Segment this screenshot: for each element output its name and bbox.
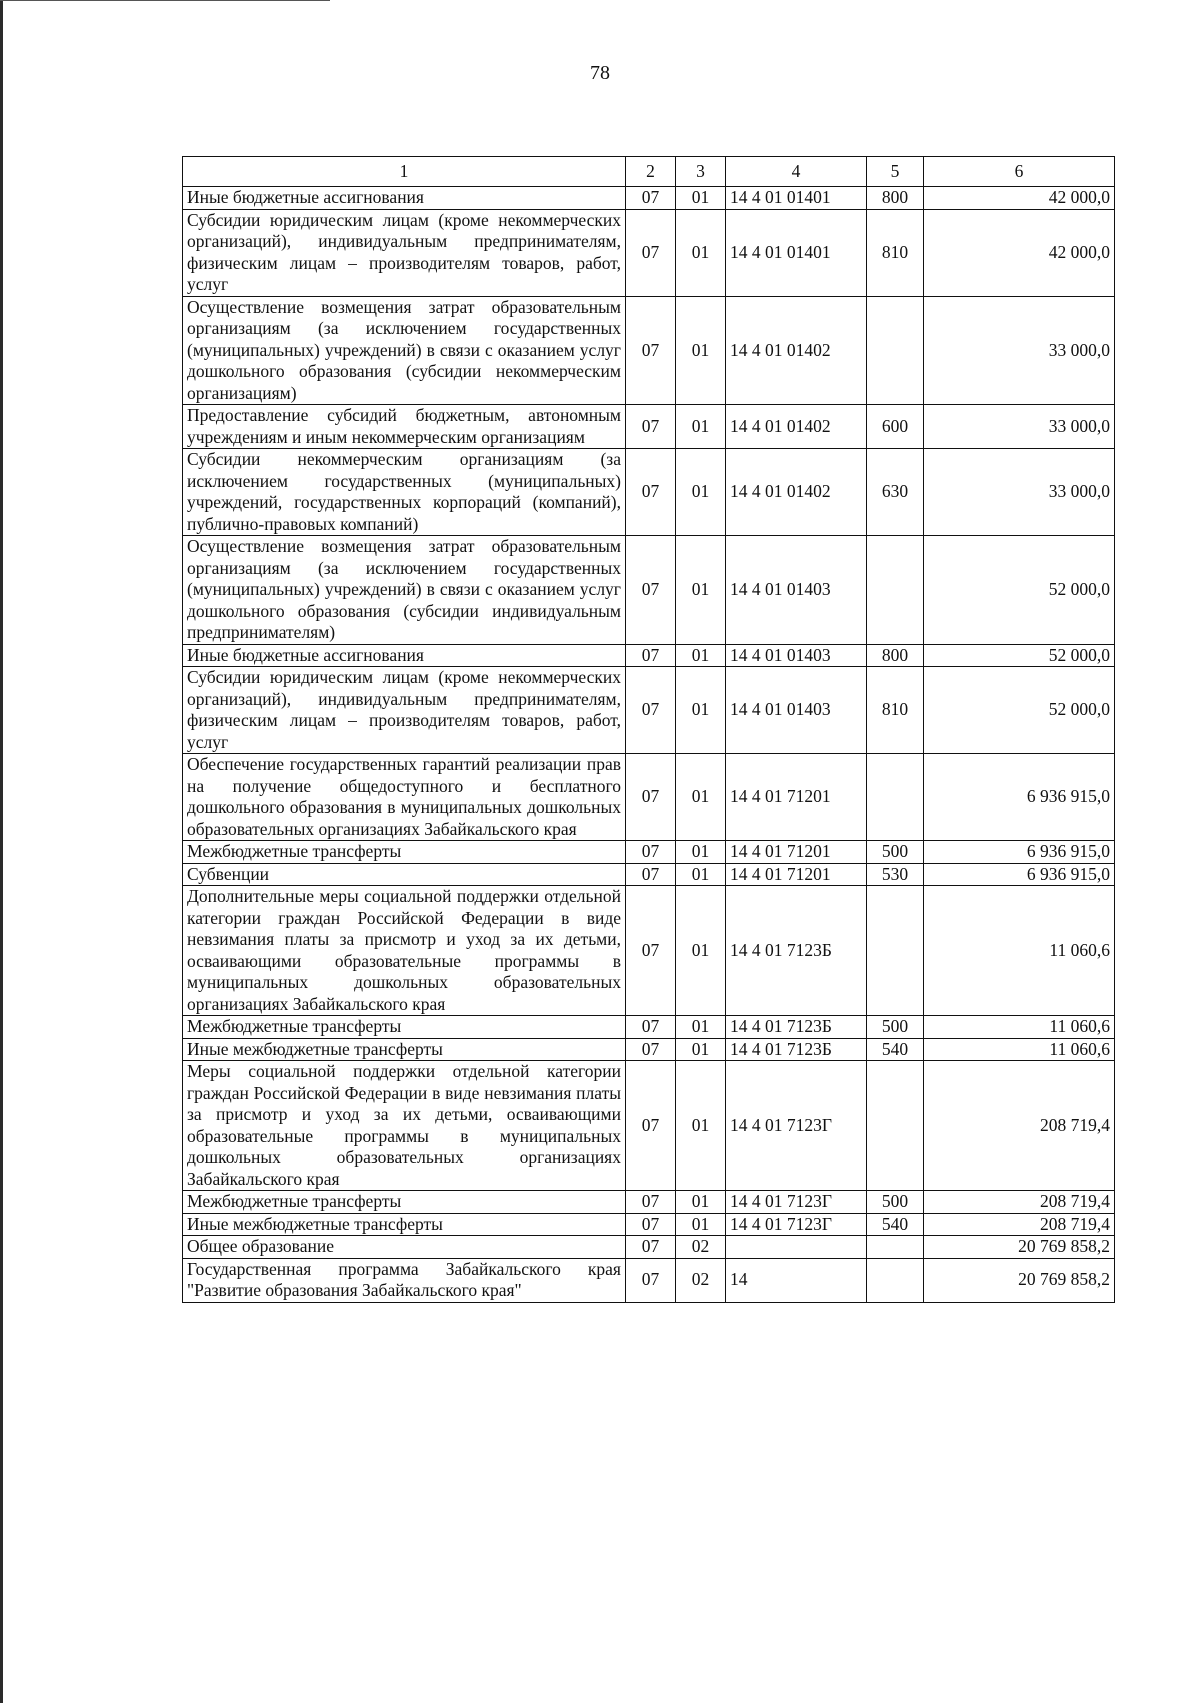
- row-code-cell: 14 4 01 01403: [726, 667, 867, 754]
- row-section-cell: 07: [626, 1258, 676, 1302]
- row-expense-type-cell: [867, 296, 924, 405]
- table-row: [183, 1038, 1115, 1061]
- row-section-cell: 07: [626, 209, 676, 296]
- row-expense-type-cell: [867, 1258, 924, 1302]
- row-expense-type-cell: 810: [867, 667, 924, 754]
- row-section-cell: 07: [626, 1191, 676, 1214]
- table-row: [183, 296, 1115, 405]
- column-header-sum: 6: [924, 157, 1115, 187]
- row-code-cell: 14 4 01 01403: [726, 644, 867, 667]
- budget-table-container: [182, 156, 1115, 1303]
- row-expense-type-cell: 810: [867, 209, 924, 296]
- column-header-subsection: 3: [676, 157, 726, 187]
- row-sum-cell: 208 719,4: [924, 1213, 1115, 1236]
- row-subsection-cell: 01: [676, 1191, 726, 1214]
- row-code-cell: 14 4 01 01401: [726, 209, 867, 296]
- row-sum-cell: 208 719,4: [924, 1061, 1115, 1191]
- page-number: 78: [590, 62, 610, 84]
- row-expense-type-cell: 800: [867, 644, 924, 667]
- scan-edge-left: [0, 0, 3, 1703]
- row-subsection-cell: 01: [676, 754, 726, 841]
- row-subsection-cell: 01: [676, 209, 726, 296]
- row-name-cell: Государственная программа Забайкальского края "Развитие образования Забайкальского края": [183, 1258, 626, 1302]
- table-row: [183, 449, 1115, 536]
- row-section-cell: 07: [626, 449, 676, 536]
- row-section-cell: 07: [626, 1061, 676, 1191]
- row-code-cell: 14 4 01 7123Г: [726, 1191, 867, 1214]
- row-sum-cell: 20 769 858,2: [924, 1236, 1115, 1259]
- column-header-name: 1: [183, 157, 626, 187]
- row-expense-type-cell: [867, 754, 924, 841]
- row-code-cell: 14 4 01 7123Б: [726, 886, 867, 1016]
- row-sum-cell: 6 936 915,0: [924, 754, 1115, 841]
- row-sum-cell: 20 769 858,2: [924, 1258, 1115, 1302]
- row-code-cell: 14 4 01 71201: [726, 863, 867, 886]
- row-sum-cell: 33 000,0: [924, 296, 1115, 405]
- table-row: [183, 863, 1115, 886]
- table-header-row: [183, 157, 1115, 187]
- row-expense-type-cell: 540: [867, 1038, 924, 1061]
- row-subsection-cell: 01: [676, 296, 726, 405]
- row-sum-cell: 11 060,6: [924, 1016, 1115, 1039]
- row-section-cell: 07: [626, 1236, 676, 1259]
- table-row: [183, 841, 1115, 864]
- row-section-cell: 07: [626, 1016, 676, 1039]
- row-expense-type-cell: [867, 1236, 924, 1259]
- row-code-cell: 14 4 01 71201: [726, 754, 867, 841]
- row-section-cell: 07: [626, 405, 676, 449]
- table-row: [183, 644, 1115, 667]
- row-subsection-cell: 01: [676, 1213, 726, 1236]
- row-name-cell: Иные межбюджетные трансферты: [183, 1213, 626, 1236]
- row-subsection-cell: 02: [676, 1258, 726, 1302]
- row-section-cell: 07: [626, 886, 676, 1016]
- row-subsection-cell: 01: [676, 1061, 726, 1191]
- table-row: [183, 667, 1115, 754]
- table-row: [183, 187, 1115, 210]
- row-subsection-cell: 01: [676, 886, 726, 1016]
- column-header-section: 2: [626, 157, 676, 187]
- row-expense-type-cell: [867, 536, 924, 645]
- table-row: [183, 536, 1115, 645]
- row-expense-type-cell: 500: [867, 1191, 924, 1214]
- budget-table-body: [183, 157, 1115, 1303]
- row-sum-cell: 52 000,0: [924, 536, 1115, 645]
- row-expense-type-cell: 630: [867, 449, 924, 536]
- row-section-cell: 07: [626, 754, 676, 841]
- row-section-cell: 07: [626, 1213, 676, 1236]
- row-name-cell: Предоставление субсидий бюджетным, автономным учреждениям и иным некоммерческим организациям: [183, 405, 626, 449]
- table-row: [183, 1258, 1115, 1302]
- row-name-cell: Общее образование: [183, 1236, 626, 1259]
- row-code-cell: 14 4 01 7123Г: [726, 1213, 867, 1236]
- row-name-cell: Межбюджетные трансферты: [183, 1016, 626, 1039]
- row-name-cell: Осуществление возмещения затрат образовательным организациям (за исключением государственных (муниципальных) учреждений) в связи с оказанием услуг дошкольного образования (субсидии некоммерческим организациям): [183, 296, 626, 405]
- row-name-cell: Осуществление возмещения затрат образовательным организациям (за исключением государственных (муниципальных) учреждений) в связи с оказанием услуг дошкольного образования (субсидии индивидуальным предпринимателям): [183, 536, 626, 645]
- row-code-cell: 14 4 01 01402: [726, 449, 867, 536]
- table-row: [183, 1213, 1115, 1236]
- row-name-cell: Межбюджетные трансферты: [183, 841, 626, 864]
- row-sum-cell: 33 000,0: [924, 405, 1115, 449]
- row-section-cell: 07: [626, 536, 676, 645]
- row-name-cell: Субвенции: [183, 863, 626, 886]
- row-code-cell: 14 4 01 7123Г: [726, 1061, 867, 1191]
- row-expense-type-cell: 500: [867, 1016, 924, 1039]
- row-expense-type-cell: 500: [867, 841, 924, 864]
- row-sum-cell: 33 000,0: [924, 449, 1115, 536]
- row-sum-cell: 6 936 915,0: [924, 863, 1115, 886]
- table-row: [183, 754, 1115, 841]
- row-sum-cell: 6 936 915,0: [924, 841, 1115, 864]
- row-section-cell: 07: [626, 863, 676, 886]
- row-subsection-cell: 01: [676, 863, 726, 886]
- column-header-expense-type: 5: [867, 157, 924, 187]
- table-row: [183, 1016, 1115, 1039]
- table-row: [183, 1061, 1115, 1191]
- row-subsection-cell: 01: [676, 644, 726, 667]
- row-sum-cell: 11 060,6: [924, 1038, 1115, 1061]
- row-sum-cell: 11 060,6: [924, 886, 1115, 1016]
- row-subsection-cell: 01: [676, 405, 726, 449]
- row-code-cell: 14 4 01 71201: [726, 841, 867, 864]
- row-code-cell: 14: [726, 1258, 867, 1302]
- budget-table: [182, 156, 1115, 1303]
- row-name-cell: Обеспечение государственных гарантий реализации прав на получение общедоступного и бесплатного дошкольного образования в муниципальных дошкольных образовательных организациях Забайкальского края: [183, 754, 626, 841]
- row-section-cell: 07: [626, 187, 676, 210]
- row-sum-cell: 42 000,0: [924, 209, 1115, 296]
- row-name-cell: Меры социальной поддержки отдельной категории граждан Российской Федерации в виде невзимания платы за присмотр и уход за их детьми, осваивающими образовательные программы в муниципальных дошкольных образовательных организациях Забайкальского края: [183, 1061, 626, 1191]
- row-subsection-cell: 01: [676, 841, 726, 864]
- row-subsection-cell: 01: [676, 667, 726, 754]
- row-section-cell: 07: [626, 296, 676, 405]
- table-row: [183, 405, 1115, 449]
- table-row: [183, 886, 1115, 1016]
- table-row: [183, 1236, 1115, 1259]
- row-subsection-cell: 01: [676, 449, 726, 536]
- row-sum-cell: 52 000,0: [924, 667, 1115, 754]
- table-row: [183, 1191, 1115, 1214]
- row-code-cell: 14 4 01 7123Б: [726, 1016, 867, 1039]
- scan-edge-top: [0, 0, 330, 1]
- row-code-cell: 14 4 01 7123Б: [726, 1038, 867, 1061]
- row-code-cell: 14 4 01 01403: [726, 536, 867, 645]
- row-name-cell: Субсидии юридическим лицам (кроме некоммерческих организаций), индивидуальным предпринимателям, физическим лицам – производителям товаров, работ, услуг: [183, 209, 626, 296]
- table-row: [183, 209, 1115, 296]
- row-expense-type-cell: 600: [867, 405, 924, 449]
- row-name-cell: Субсидии юридическим лицам (кроме некоммерческих организаций), индивидуальным предпринимателям, физическим лицам – производителям товаров, работ, услуг: [183, 667, 626, 754]
- row-section-cell: 07: [626, 1038, 676, 1061]
- row-section-cell: 07: [626, 644, 676, 667]
- row-name-cell: Субсидии некоммерческим организациям (за исключением государственных (муниципальных) учреждений, государственных корпораций (компаний), публично-правовых компаний): [183, 449, 626, 536]
- row-sum-cell: 42 000,0: [924, 187, 1115, 210]
- row-expense-type-cell: [867, 1061, 924, 1191]
- row-name-cell: Иные бюджетные ассигнования: [183, 187, 626, 210]
- row-subsection-cell: 02: [676, 1236, 726, 1259]
- row-sum-cell: 208 719,4: [924, 1191, 1115, 1214]
- column-header-code: 4: [726, 157, 867, 187]
- row-name-cell: Межбюджетные трансферты: [183, 1191, 626, 1214]
- row-code-cell: 14 4 01 01401: [726, 187, 867, 210]
- row-subsection-cell: 01: [676, 1016, 726, 1039]
- row-sum-cell: 52 000,0: [924, 644, 1115, 667]
- row-name-cell: Иные бюджетные ассигнования: [183, 644, 626, 667]
- row-section-cell: 07: [626, 841, 676, 864]
- row-expense-type-cell: 540: [867, 1213, 924, 1236]
- row-expense-type-cell: 800: [867, 187, 924, 210]
- row-subsection-cell: 01: [676, 536, 726, 645]
- row-name-cell: Иные межбюджетные трансферты: [183, 1038, 626, 1061]
- row-expense-type-cell: [867, 886, 924, 1016]
- row-code-cell: 14 4 01 01402: [726, 405, 867, 449]
- row-section-cell: 07: [626, 667, 676, 754]
- row-code-cell: 14 4 01 01402: [726, 296, 867, 405]
- row-subsection-cell: 01: [676, 187, 726, 210]
- row-code-cell: [726, 1236, 867, 1259]
- row-subsection-cell: 01: [676, 1038, 726, 1061]
- row-name-cell: Дополнительные меры социальной поддержки отдельной категории граждан Российской Федерации в виде невзимания платы за присмотр и уход за их детьми, осваивающими образовательные программы в муниципальных дошкольных образовательных организациях Забайкальского края: [183, 886, 626, 1016]
- row-expense-type-cell: 530: [867, 863, 924, 886]
